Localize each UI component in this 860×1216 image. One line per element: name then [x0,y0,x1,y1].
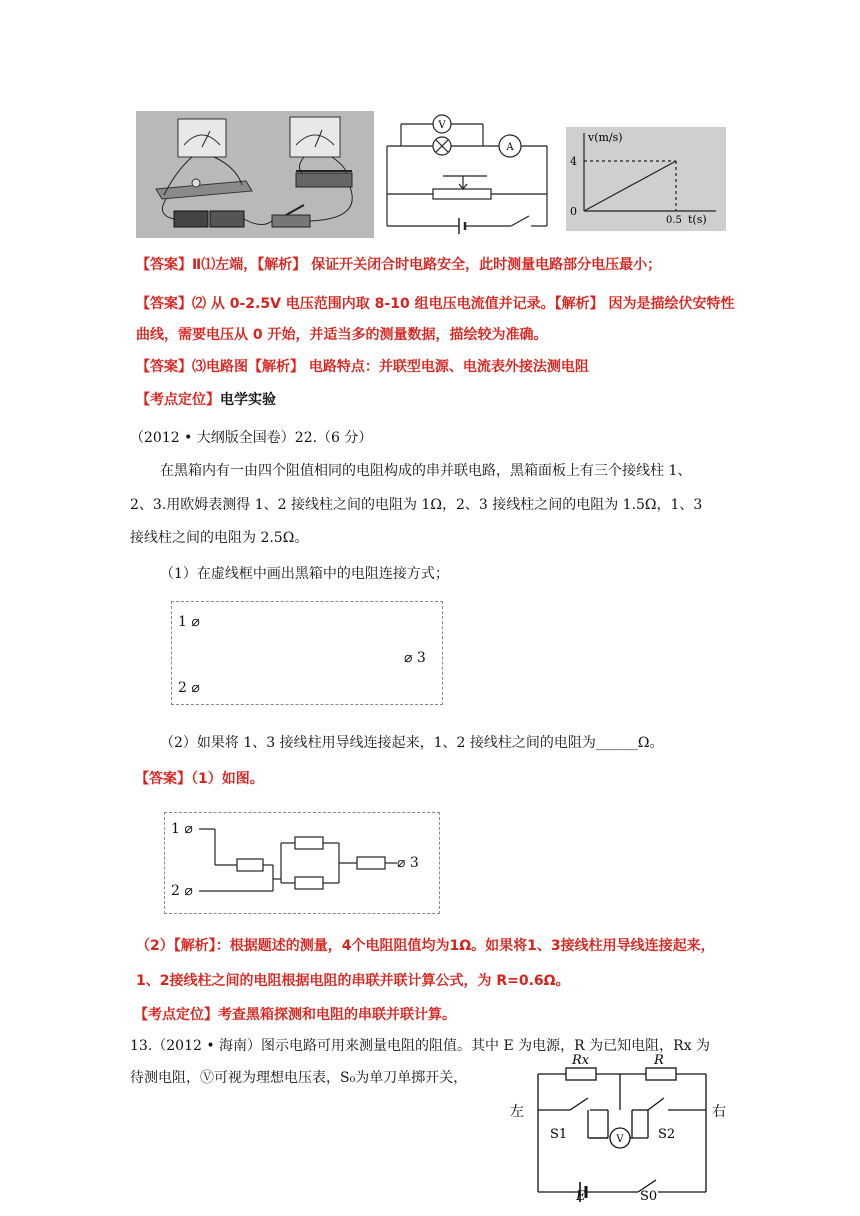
terminal-3: ⌀ 3 [397,855,419,871]
answer-tag: 【答案】 [135,771,191,787]
kaodian-text: 电学实验 [220,392,276,408]
q22-header: （2012 • 大纲版全国卷）22.（6 分） [130,430,373,446]
left-label: 左 [510,1104,524,1120]
answer-text: Ⅱ⑴左端， [192,257,258,273]
graph-x-tick: 0.5 [666,215,682,226]
q22-analysis-line-2: 1、2接线柱之间的电阻根据电阻的串联并联计算公式，为 R=0.6Ω。 [136,973,570,989]
analysis-text: 保证开关闭合时电路安全，此时测量电路部分电压最小； [306,257,662,273]
analysis-tag: 【解析】 [248,359,304,375]
terminal-1: 1 ⌀ [178,614,200,630]
graph-y-tick: 4 [570,155,577,168]
answer-circuit-box [164,812,440,914]
q22-sub-2: （2）如果将 1、3 接线柱用导线连接起来，1、2 接线柱之间的电阻为______Ω。 [160,735,664,751]
terminal-2: 2 ⌀ [178,680,200,696]
s1-label: S1 [550,1127,568,1142]
analysis-text: 因为是描绘伏安特性曲线，需要电压从 0 开始，并适当多的测量数据，描绘较为准确。 [136,296,735,343]
graph-origin: 0 [570,205,577,218]
right-label: 右 [712,1104,726,1120]
s2-label: S2 [658,1127,676,1142]
terminal-3: ⌀ 3 [404,650,426,666]
e-label: E [576,1189,586,1202]
analysis-prefix: （2） [136,938,174,954]
kaodian-tag: 【考点定位】 [134,1007,218,1023]
q22-analysis-line-1 [136,935,715,955]
answer-line-3 [136,356,589,376]
vt-graph [566,127,726,231]
answer-tag: 【答案】 [136,257,192,273]
answer-line-1 [136,254,661,274]
voltmeter-label: V [616,1134,624,1145]
answer-text: ⑵ 从 0-2.5V 电压范围内取 8-10 组电压电流值并记录。 [192,296,555,312]
analysis-tag: 【解析】 [554,296,604,312]
terminal-2: 2 ⌀ [171,883,193,899]
answer-line-2 [136,289,746,351]
q22-sub-1: （1）在虚线框中画出黑箱中的电阻连接方式； [160,566,449,582]
q13-line-2: 待测电阻，Ⓥ可视为理想电压表，S₀为单刀单掷开关， [130,1070,468,1086]
apparatus-photo [136,111,374,238]
blank-dashed-box [171,601,443,705]
q22-kaodian [134,1004,456,1024]
analysis-text: ：根据题述的测量，4个电阻阻值均为1Ω。如果将1、3接线柱用导线连接起来， [215,938,715,954]
voltmeter-label: V [438,120,446,131]
rx-label: Rx [572,1053,590,1068]
kaodian-text: 考查黑箱探测和电阻的串联并联计算。 [218,1007,456,1023]
answer-tag: 【答案】 [136,359,192,375]
q22-answer [135,768,264,788]
kaodian-line-1 [136,389,276,409]
r-label: R [654,1053,664,1068]
terminal-1: 1 ⌀ [171,821,193,837]
graph-x-label: t(s) [688,213,707,226]
q22-stem-line-2: 2、3.用欧姆表测得 1、2 接线柱之间的电阻为 1Ω，2、3 接线柱之间的电阻为 1.5Ω，1、3 [130,497,703,513]
analysis-tag: 【解析】 [257,257,307,273]
kaodian-tag: 【考点定位】 [136,392,220,408]
answer-text: ⑶电路图 [192,359,248,375]
answer-text: （1）如图。 [191,771,264,787]
q22-stem-line-1: 在黑箱内有一由四个阻值相同的电阻构成的串并联电路，黑箱面板上有三个接线柱 1、 [160,463,692,479]
q13-circuit [508,1052,744,1202]
s0-label: S0 [640,1189,658,1202]
answer-tag: 【答案】 [136,296,192,312]
analysis-tag: 【解析】 [173,938,216,954]
circuit-schematic [383,114,559,236]
q13-line-1: 13.（2012 • 海南）图示电路可用来测量电阻的阻值。其中 E 为电源，R 为已知电阻，Rx 为 [130,1038,711,1054]
q22-stem-line-3: 接线柱之间的电阻为 2.5Ω。 [130,530,309,546]
graph-y-label: v(m/s) [588,131,623,144]
analysis-text: 电路特点：并联型电源、电流表外接法测电阻 [304,359,589,375]
ammeter-label: A [506,142,514,153]
